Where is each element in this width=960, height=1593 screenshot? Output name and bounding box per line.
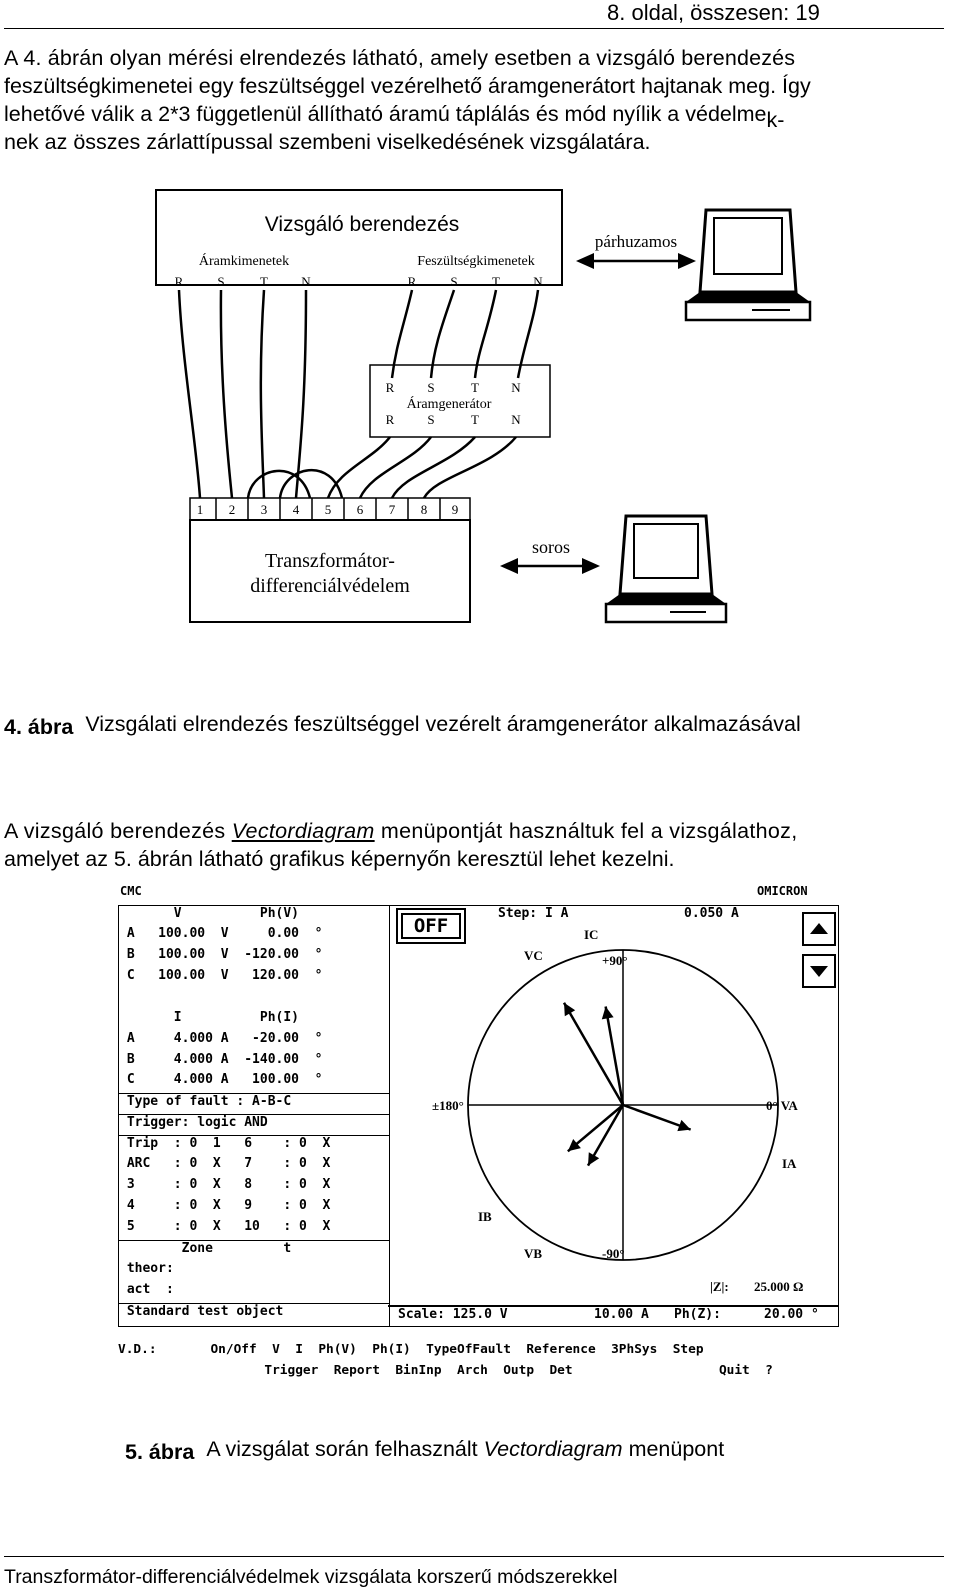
vectordiagram-ref: Vectordiagram: [231, 819, 375, 843]
phasor-group: [564, 1003, 691, 1166]
test-device-box: [156, 190, 562, 285]
zone-header: Zone t: [119, 1240, 389, 1256]
input-5-row: 5 : 0 X 10 : 0 X: [119, 1219, 331, 1234]
footer-rule: [4, 1556, 944, 1557]
off-label: OFF: [401, 913, 461, 939]
phasor-ic-head: [602, 1007, 614, 1020]
cur-N: N: [301, 274, 311, 289]
scale-label: Scale: 125.0 V: [398, 1307, 508, 1322]
v-row-c[interactable]: C 100.00 V 120.00 °: [119, 968, 323, 983]
standard-test-object[interactable]: Standard test object: [119, 1303, 389, 1319]
intro-line-2: feszültségkimenetei egy feszültséggel vezérelhető áramgenerátort hajtanak meg. Így: [4, 74, 811, 98]
gen-bot-T: T: [471, 412, 479, 427]
i-row-a[interactable]: A 4.000 A -20.00 °: [119, 1031, 323, 1046]
cur-R: R: [174, 274, 184, 289]
v-header: V Ph(V): [119, 906, 300, 921]
i-header: I Ph(I): [119, 1010, 300, 1025]
cmc-screen: [110, 880, 840, 1380]
relay-label-1: Transzformátor-: [265, 550, 395, 572]
figure-4-text: Vizsgálati elrendezés feszültséggel vezérelt áramgenerátor alkalmazásával: [85, 712, 801, 736]
input-3-row: 3 : 0 X 8 : 0 X: [119, 1177, 331, 1192]
cur-S: S: [217, 274, 225, 289]
terminal-7: 7: [388, 502, 396, 517]
step-label: Step: I A: [498, 906, 569, 921]
figure-5-caption: 5. ábra A vizsgálat során felhasznált Vectordiagram menüpont: [125, 1437, 725, 1464]
menu-row-2[interactable]: Trigger Report BinInp Arch Outp Det Quit ?: [118, 1363, 773, 1378]
serial-label: soros: [531, 537, 571, 557]
intro-line-4: nek az összes zárlattípussal szembeni viselkedésének vizsgálatára.: [4, 130, 651, 154]
menu-row-1[interactable]: V.D.: On/Off V I Ph(V) Ph(I) TypeOfFault Reference 3PhSys Step: [118, 1342, 704, 1357]
terminal-2: 2: [228, 502, 236, 517]
figure-4-diagram: [0, 180, 960, 640]
gen-top-T: T: [471, 380, 479, 395]
footer-text: Transzformátor-differenciálvédelmek vizsgálata korszerű módszerekkel: [4, 1566, 618, 1588]
parameter-panel: [118, 905, 390, 1327]
computer-1-icon: [686, 210, 810, 320]
terminal-5: 5: [324, 502, 332, 517]
test-device-title: Vizsgáló berendezés: [264, 213, 460, 236]
omicron-brand: OMICRON: [757, 884, 808, 898]
gen-top-S: S: [427, 380, 435, 395]
label-ic: IC: [584, 927, 599, 942]
v-row-b[interactable]: B 100.00 V -120.00 °: [119, 947, 323, 962]
paragraph-2-line-2: amelyet az 5. ábrán látható grafikus képernyőn keresztül lehet kezelni.: [4, 847, 675, 871]
cmc-brand: CMC: [120, 884, 142, 898]
terminal-1: 1: [196, 502, 204, 517]
phz-label: Ph(Z):: [674, 1307, 721, 1322]
paragraph-2-line-1: A vizsgáló berendezés Vectordiagram menüpontját használtuk fel a vizsgálathoz,: [4, 819, 798, 843]
page-number: 8. oldal, összesen: 19: [607, 0, 820, 25]
volt-N: N: [533, 274, 543, 289]
figure-4-caption: [4, 712, 801, 737]
label-ia: IA: [782, 1156, 797, 1171]
gen-top-R: R: [385, 380, 395, 395]
gen-top-N: N: [511, 380, 521, 395]
gen-bot-N: N: [511, 412, 521, 427]
terminal-9: 9: [451, 502, 459, 517]
label-zero: 0° VA: [766, 1098, 798, 1113]
v-row-a[interactable]: A 100.00 V 0.00 °: [119, 926, 323, 941]
intro-line-3: lehetővé válik a 2*3 függetlenül állítható áramú táplálás és mód nyílik a védelmek-: [4, 102, 785, 132]
gen-bot-R: R: [385, 412, 395, 427]
header-rule: [4, 28, 944, 29]
figure-5-em: Vectordiagram: [483, 1437, 623, 1461]
theor-row: theor:: [119, 1261, 174, 1276]
value-z: 25.000 Ω: [754, 1279, 804, 1294]
scale-current: 10.00 A: [594, 1307, 649, 1322]
current-generator-label: Áramgenerátor: [406, 397, 492, 412]
label-ib: IB: [478, 1209, 492, 1224]
scale-divider: [388, 1305, 838, 1307]
vector-diagram: [388, 905, 838, 1294]
step-value[interactable]: 0.050 A: [684, 906, 739, 921]
figure-4-number: 4. ábra: [4, 715, 74, 739]
volt-R: R: [407, 274, 417, 289]
terminal-6: 6: [356, 502, 364, 517]
terminal-8: 8: [420, 502, 428, 517]
label-p90: +90°: [602, 953, 628, 968]
voltage-outputs-label: Feszültségkimenetek: [417, 254, 535, 269]
label-vb: VB: [524, 1246, 543, 1261]
i-row-b[interactable]: B 4.000 A -140.00 °: [119, 1052, 323, 1067]
fault-type[interactable]: Type of fault : A-B-C: [119, 1093, 389, 1109]
gen-bot-S: S: [427, 412, 435, 427]
i-row-c[interactable]: C 4.000 A 100.00 °: [119, 1072, 323, 1087]
label-m180: ±180°: [432, 1098, 464, 1113]
volt-S: S: [450, 274, 458, 289]
trip-row: Trip : 0 1 6 : 0 X: [119, 1135, 389, 1151]
terminal-3: 3: [260, 502, 268, 517]
act-row: act :: [119, 1282, 174, 1297]
label-vc: VC: [524, 948, 543, 963]
phz-value: 20.00 °: [764, 1307, 819, 1322]
hyphen-k: k-: [766, 108, 785, 132]
cur-T: T: [260, 274, 268, 289]
current-outputs-label: Áramkimenetek: [198, 254, 290, 269]
trigger-logic[interactable]: Trigger: logic AND: [119, 1114, 389, 1130]
volt-T: T: [492, 274, 500, 289]
figure-5-number: 5. ábra: [125, 1440, 195, 1464]
relay-label-2: differenciálvédelem: [250, 575, 410, 597]
label-z: |Z|:: [710, 1279, 729, 1294]
label-m90: -90°: [602, 1246, 625, 1261]
paragraph-2: [4, 817, 944, 873]
intro-paragraph: [4, 44, 944, 156]
terminal-4: 4: [292, 502, 300, 517]
parallel-label: párhuzamos: [594, 232, 678, 251]
terminal-block: [190, 498, 470, 520]
arc-row: ARC : 0 X 7 : 0 X: [119, 1156, 331, 1171]
intro-line-1: A 4. ábrán olyan mérési elrendezés látható, amely esetben a vizsgáló berendezés: [4, 46, 796, 70]
input-4-row: 4 : 0 X 9 : 0 X: [119, 1198, 331, 1213]
computer-2-icon: [606, 516, 726, 622]
